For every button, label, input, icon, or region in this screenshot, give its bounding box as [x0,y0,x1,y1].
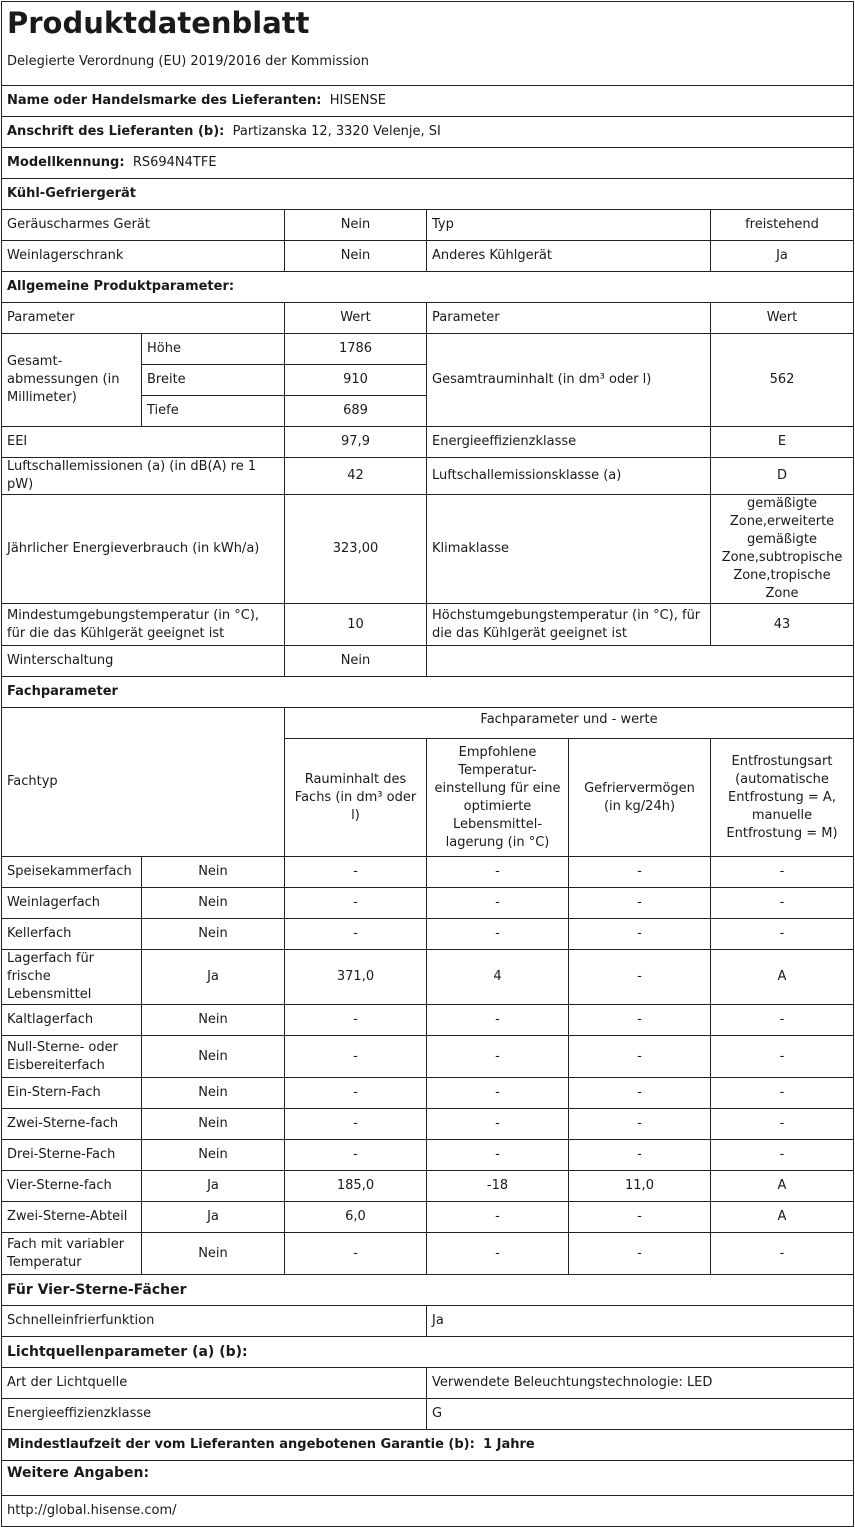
compartment-name: Null-Sterne- oder Eisbereiterfach [2,1036,142,1078]
supplier-address-row [2,117,854,148]
compartment-present: Nein [142,1109,285,1140]
compartment-row [2,919,854,950]
device-row1-value1: Nein [285,210,427,241]
light-type-row [2,1368,854,1399]
header-freezing-capacity: Gefriervermögen (in kg/24h) [569,739,711,857]
compartment-volume: - [285,1005,427,1036]
compartment-defrost-type: A [711,1171,854,1202]
compartment-defrost-type: - [711,1109,854,1140]
compartment-defrost-type: - [711,1036,854,1078]
device-heading-row [2,179,854,210]
compartment-temperature: - [427,1140,569,1171]
compartment-volume: 185,0 [285,1171,427,1202]
compartment-freezing-capacity: - [569,919,711,950]
info-url-link[interactable]: http://global.hisense.com/ [2,1496,854,1527]
device-row2-label1: Weinlagerschrank [2,241,285,272]
model-value: RS694N4TFE [132,155,217,170]
compartment-freezing-capacity: - [569,1140,711,1171]
compartment-temperature: - [427,1036,569,1078]
compartment-name: Ein-Stern-Fach [2,1078,142,1109]
compartment-present: Ja [142,1202,285,1233]
eei-label: EEI [2,427,285,458]
compartment-name: Lagerfach für frische Lebensmittel [2,950,142,1005]
compartment-defrost-type: - [711,888,854,919]
light-class-label: Energieeffizienzklasse [2,1399,427,1430]
compartment-temperature: - [427,857,569,888]
compartment-row [2,1202,854,1233]
col-value-2: Wert [711,303,854,334]
climate-class-label: Klimaklasse [427,495,711,604]
height-value: 1786 [285,334,427,365]
quick-freeze-value: Ja [427,1306,854,1337]
compartment-name: Vier-Sterne-fach [2,1171,142,1202]
general-header-row [2,303,854,334]
compartment-freezing-capacity: - [569,950,711,1005]
supplier-address-label: Anschrift des Lieferanten (b): [7,124,225,139]
compartment-volume: - [285,857,427,888]
compartment-present: Nein [142,888,285,919]
min-temp-value: 10 [285,604,427,646]
compartment-name: Weinlagerfach [2,888,142,919]
header-defrost-type: Entfrostungsart (automatische Entfrostung = A, manuelle Entfrostung = M) [711,739,854,857]
col-param-2: Parameter [427,303,711,334]
max-temp-value: 43 [711,604,854,646]
compartment-defrost-type: - [711,857,854,888]
compartment-freezing-capacity: - [569,1109,711,1140]
title-row [2,2,854,86]
compartment-temperature: - [427,888,569,919]
compartment-row [2,1036,854,1078]
compartment-defrost-type: - [711,1078,854,1109]
compartment-name: Speisekammerfach [2,857,142,888]
compartment-freezing-capacity: - [569,1202,711,1233]
device-row1-value2: freistehend [711,210,854,241]
supplier-name-label: Name oder Handelsmarke des Lieferanten: [7,93,322,108]
noise-label: Luftschallemissionen (a) (in dB(A) re 1 pW) [2,458,285,495]
compartment-name: Fach mit variabler Temperatur [2,1233,142,1275]
compartment-volume: - [285,1233,427,1275]
compartment-volume: 371,0 [285,950,427,1005]
compartment-temperature: - [427,1078,569,1109]
compartment-group-label: Fachparameter und - werte [285,708,854,739]
noise-class-label: Luftschallemissionsklasse (a) [427,458,711,495]
light-heading: Lichtquellenparameter (a) (b): [2,1337,854,1368]
url-row [2,1496,854,1527]
compartment-volume: - [285,1036,427,1078]
compartment-defrost-type: - [711,919,854,950]
device-row2-value2: Ja [711,241,854,272]
max-temp-label: Höchstumgebungstemperatur (in °C), für die das Kühlgerät geeignet ist [427,604,711,646]
warranty-row [2,1430,854,1461]
compartment-freezing-capacity: - [569,857,711,888]
compartment-row [2,1078,854,1109]
width-value: 910 [285,365,427,396]
compartment-name: Zwei-Sterne-fach [2,1109,142,1140]
more-info-heading-row [2,1461,854,1496]
warranty-label: Mindestlaufzeit der vom Lieferanten angebotenen Garantie (b): [7,1437,475,1452]
compartment-row [2,1109,854,1140]
compartment-volume: - [285,1078,427,1109]
compartment-defrost-type: - [711,1005,854,1036]
noise-class-value: D [711,458,854,495]
compartment-freezing-capacity: 11,0 [569,1171,711,1202]
compartment-present: Nein [142,1005,285,1036]
light-type-label: Art der Lichtquelle [2,1368,427,1399]
compartment-present: Nein [142,1140,285,1171]
compartment-present: Nein [142,919,285,950]
compartment-name: Kellerfach [2,919,142,950]
page-title: Produktdatenblatt [7,6,310,40]
compartments-heading-row [2,677,854,708]
compartment-temperature: - [427,1202,569,1233]
compartment-temperature: - [427,1233,569,1275]
compartment-freezing-capacity: - [569,1078,711,1109]
model-row [2,148,854,179]
compartments-group-row [2,708,854,739]
device-heading: Kühl-Gefriergerät [2,179,854,210]
volume-value: 562 [711,334,854,427]
compartment-row [2,950,854,1005]
compartment-present: Nein [142,1036,285,1078]
width-label: Breite [142,365,285,396]
compartment-volume: - [285,1109,427,1140]
device-row1-label2: Typ [427,210,711,241]
compartment-freezing-capacity: - [569,1233,711,1275]
annual-energy-label: Jährlicher Energieverbrauch (in kWh/a) [2,495,285,604]
light-class-value: G [427,1399,854,1430]
winter-row [2,646,854,677]
model-label: Modellkennung: [7,155,125,170]
eei-row [2,427,854,458]
compartment-present: Nein [142,1233,285,1275]
device-row-1 [2,210,854,241]
annual-energy-value: 323,00 [285,495,427,604]
compartment-freezing-capacity: - [569,1036,711,1078]
height-label: Höhe [142,334,285,365]
compartment-present: Nein [142,1078,285,1109]
min-temp-label: Mindestumgebungstemperatur (in °C), für die das Kühlgerät geeignet ist [2,604,285,646]
page-subtitle: Delegierte Verordnung (EU) 2019/2016 der Kommission [7,54,369,69]
header-temperature: Empfohlene Temperatur-einstellung für eine optimierte Lebensmittel-lagerung (in °C) [427,739,569,857]
temperature-row [2,604,854,646]
climate-class-value: gemäßigte Zone,erweiterte gemäßigte Zone,subtropische Zone,tropische Zone [711,495,854,604]
compartment-temperature: 4 [427,950,569,1005]
energy-class-label: Energieeffizienzklasse [427,427,711,458]
compartment-present: Ja [142,950,285,1005]
energy-row [2,495,854,604]
noise-value: 42 [285,458,427,495]
energy-class-value: E [711,427,854,458]
device-row2-label2: Anderes Kühlgerät [427,241,711,272]
light-type-value: Verwendete Beleuchtungstechnologie: LED [427,1368,854,1399]
quick-freeze-label: Schnelleinfrierfunktion [2,1306,427,1337]
compartment-volume: - [285,1140,427,1171]
supplier-name-row [2,86,854,117]
volume-label: Gesamtrauminhalt (in dm³ oder l) [427,334,711,427]
depth-value: 689 [285,396,427,427]
compartment-freezing-capacity: - [569,1005,711,1036]
compartment-type-label: Fachtyp [2,708,285,857]
quick-freeze-row [2,1306,854,1337]
compartment-name: Drei-Sterne-Fach [2,1140,142,1171]
compartment-row [2,857,854,888]
compartment-row [2,1233,854,1275]
four-star-heading: Für Vier-Sterne-Fächer [2,1275,854,1306]
four-star-heading-row [2,1275,854,1306]
compartment-volume: 6,0 [285,1202,427,1233]
supplier-name-value: HISENSE [329,93,386,108]
compartment-defrost-type: - [711,1140,854,1171]
compartment-defrost-type: A [711,1202,854,1233]
device-row1-label1: Geräuscharmes Gerät [2,210,285,241]
warranty-value: 1 Jahre [483,1437,535,1452]
winter-label: Winterschaltung [2,646,285,677]
compartment-row [2,1005,854,1036]
compartment-volume: - [285,888,427,919]
compartment-temperature: -18 [427,1171,569,1202]
depth-label: Tiefe [142,396,285,427]
compartment-row [2,1171,854,1202]
winter-value: Nein [285,646,427,677]
compartment-volume: - [285,919,427,950]
compartment-present: Ja [142,1171,285,1202]
compartment-freezing-capacity: - [569,888,711,919]
compartment-defrost-type: - [711,1233,854,1275]
compartment-temperature: - [427,919,569,950]
compartment-name: Zwei-Sterne-Abteil [2,1202,142,1233]
compartment-row [2,888,854,919]
dimension-height-row [2,334,854,365]
col-value-1: Wert [285,303,427,334]
more-info-heading: Weitere Angaben: [2,1461,854,1496]
compartment-temperature: - [427,1109,569,1140]
compartment-row [2,1140,854,1171]
compartment-defrost-type: A [711,950,854,1005]
device-row-2 [2,241,854,272]
general-heading-row [2,272,854,303]
compartment-name: Kaltlagerfach [2,1005,142,1036]
compartments-heading: Fachparameter [2,677,854,708]
compartment-present: Nein [142,857,285,888]
winter-empty-cell [427,646,854,677]
noise-row [2,458,854,495]
light-class-row [2,1399,854,1430]
header-volume: Rauminhalt des Fachs (in dm³ oder l) [285,739,427,857]
light-heading-row [2,1337,854,1368]
col-param-1: Parameter [2,303,285,334]
device-row2-value1: Nein [285,241,427,272]
compartment-temperature: - [427,1005,569,1036]
product-data-sheet [1,1,854,1527]
general-heading: Allgemeine Produktparameter: [2,272,854,303]
dimensions-label: Gesamt-abmessungen (in Millimeter) [2,334,142,427]
eei-value: 97,9 [285,427,427,458]
supplier-address-value: Partizanska 12, 3320 Velenje, SI [232,124,441,139]
